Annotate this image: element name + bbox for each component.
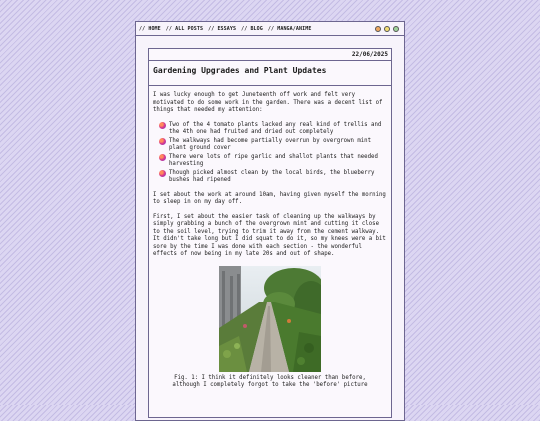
post-date: 22/06/2025 bbox=[149, 49, 391, 61]
list-item-text: There were lots of ripe garlic and shallot plants that needed harvesting bbox=[169, 153, 378, 167]
garden-walkway-photo bbox=[219, 266, 321, 372]
second-paragraph: I set about the work at around 10am, having given myself the morning to sleep in on my day off. bbox=[153, 191, 386, 205]
title-bar bbox=[136, 22, 404, 36]
post-content bbox=[149, 86, 391, 390]
list-item-text: Though picked almost clean by the local birds, the blueberry bushes had ripened bbox=[169, 169, 375, 183]
list-item bbox=[159, 138, 387, 153]
close-button[interactable] bbox=[393, 26, 399, 32]
list-item-text: The walkways had become partially overrun by overgrown mint plant ground cover bbox=[169, 137, 372, 151]
nav-manga-anime-link[interactable]: // MANGA/ANIME bbox=[267, 25, 312, 32]
list-item bbox=[159, 122, 387, 137]
gradient-orb-icon bbox=[159, 170, 166, 177]
nav-home-link[interactable]: // HOME bbox=[139, 25, 161, 32]
maximize-button[interactable] bbox=[384, 26, 390, 32]
nav-essays-link[interactable]: // ESSAYS bbox=[208, 25, 237, 32]
blog-window bbox=[135, 21, 405, 421]
top-nav bbox=[139, 26, 311, 32]
gradient-orb-icon bbox=[159, 122, 166, 129]
gradient-orb-icon bbox=[159, 138, 166, 145]
minimize-button[interactable] bbox=[375, 26, 381, 32]
task-list bbox=[153, 122, 387, 185]
window-controls bbox=[375, 26, 399, 32]
list-item bbox=[159, 154, 387, 169]
figure-caption: Fig. 1: I think it definitely looks cleaner than before, although I completely forgot to take the 'before' picture bbox=[172, 374, 368, 388]
post-title: Gardening Upgrades and Plant Updates bbox=[149, 61, 391, 86]
intro-paragraph: I was lucky enough to get Juneteenth off work and felt very motivated to do some work in the garden. There was a decent list of things that needed my attention: bbox=[153, 92, 383, 113]
gradient-orb-icon bbox=[159, 154, 166, 161]
list-item bbox=[159, 170, 387, 185]
nav-blog-link[interactable]: // BLOG bbox=[241, 25, 263, 32]
post-card bbox=[148, 48, 392, 418]
figure bbox=[153, 266, 387, 390]
third-paragraph: First, I set about the easier task of cleaning up the walkways by simply grabbing a bunch of the overgrown mint and cutting it close to the soil level, trying to trim it away from the cement walkway. It didn't take long but I did squat to do it, so my knees were a bit sore by the time I was done with each section - the wonderful effects of now being in my late 20s and out of shape. bbox=[153, 213, 386, 257]
nav-all-posts-link[interactable]: // ALL POSTS bbox=[165, 25, 204, 32]
list-item-text: Two of the 4 tomato plants lacked any real kind of trellis and the 4th one had fruited and dried out completely bbox=[169, 121, 382, 135]
